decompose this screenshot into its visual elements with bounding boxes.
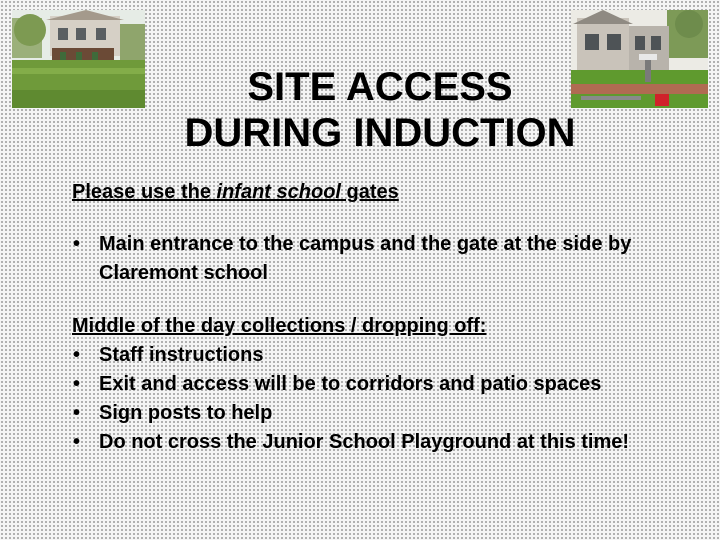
list-item: • Main entrance to the campus and the gate at the side by Claremont school <box>72 230 672 288</box>
gates-heading-emphasis: infant school <box>216 181 341 203</box>
midday-heading: Middle of the day collections / dropping off: <box>72 315 487 337</box>
midday-bullet-list <box>72 341 672 457</box>
list-item: • Exit and access will be to corridors and patio spaces <box>72 370 672 399</box>
school-building-photo <box>12 10 145 108</box>
list-item: • Staff instructions <box>72 341 672 370</box>
title-line-1: SITE ACCESS <box>247 65 513 109</box>
gates-heading <box>72 178 672 207</box>
list-item: • Do not cross the Junior School Playground at this time! <box>72 428 672 457</box>
title-line-2: DURING INDUCTION <box>184 111 576 155</box>
slide-title <box>150 64 610 156</box>
gates-heading-prefix: Please use the <box>72 181 217 203</box>
slide-body <box>72 178 672 457</box>
list-item: • Sign posts to help <box>72 399 672 428</box>
gates-bullet-list <box>72 230 672 288</box>
gates-heading-suffix: gates <box>340 181 399 203</box>
